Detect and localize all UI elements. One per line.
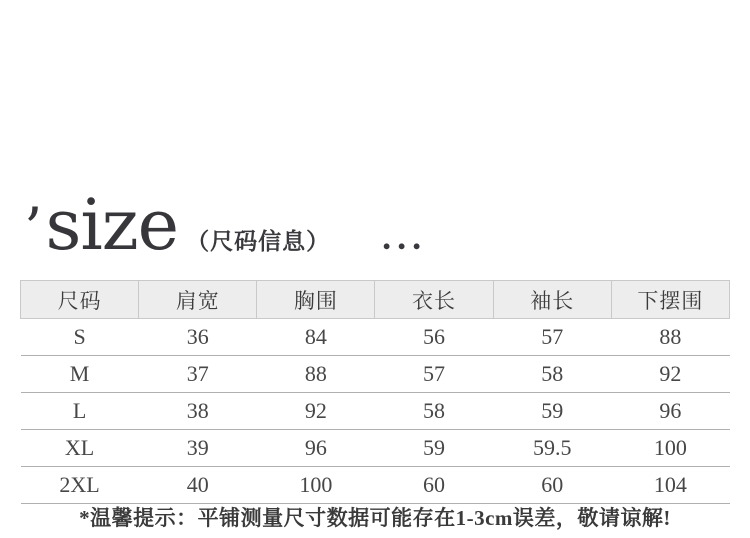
measurement-cell: 92	[257, 393, 375, 430]
measurement-cell: 59	[493, 393, 611, 430]
measurement-cell: 59	[375, 430, 493, 467]
column-header: 袖长	[493, 281, 611, 319]
column-header: 下摆围	[611, 281, 729, 319]
measurement-cell: 88	[257, 356, 375, 393]
size-label-cell: XL	[21, 430, 139, 467]
measurement-cell: 56	[375, 319, 493, 356]
measurement-cell: 100	[611, 430, 729, 467]
measurement-cell: 92	[611, 356, 729, 393]
size-table-header	[21, 281, 730, 319]
measurement-cell: 40	[139, 467, 257, 504]
measurement-cell: 96	[257, 430, 375, 467]
footer-note: *温馨提示：平铺测量尺寸数据可能存在1-3cm误差，敬请谅解!	[79, 506, 671, 530]
table-row	[21, 430, 730, 467]
measurement-cell: 60	[493, 467, 611, 504]
table-row	[21, 393, 730, 430]
size-table	[20, 280, 730, 504]
measurement-cell: 59.5	[493, 430, 611, 467]
measurement-cell: 57	[375, 356, 493, 393]
page-subtitle: （尺码信息）	[186, 229, 331, 254]
measurement-cell: 57	[493, 319, 611, 356]
measurement-cell: 38	[139, 393, 257, 430]
measurement-cell: 36	[139, 319, 257, 356]
column-header: 肩宽	[139, 281, 257, 319]
measurement-cell: 58	[493, 356, 611, 393]
size-label-cell: 2XL	[21, 467, 139, 504]
size-label-cell: L	[21, 393, 139, 430]
column-header: 胸围	[257, 281, 375, 319]
measurement-cell: 37	[139, 356, 257, 393]
column-header: 尺码	[21, 281, 139, 319]
size-table-body	[21, 319, 730, 504]
title-accent-mark: ’	[24, 195, 43, 263]
page-title: size	[45, 184, 179, 266]
measurement-cell: 84	[257, 319, 375, 356]
table-row	[21, 467, 730, 504]
measurement-cell: 96	[611, 393, 729, 430]
section-title	[24, 184, 428, 266]
table-row	[21, 319, 730, 356]
size-label-cell: M	[21, 356, 139, 393]
measurement-cell: 60	[375, 467, 493, 504]
measurement-cell: 39	[139, 430, 257, 467]
measurement-cell: 104	[611, 467, 729, 504]
table-row	[21, 356, 730, 393]
table-header-row	[21, 281, 730, 319]
ellipsis-decoration: ...	[382, 217, 428, 257]
size-label-cell: S	[21, 319, 139, 356]
measurement-cell: 100	[257, 467, 375, 504]
measurement-cell: 58	[375, 393, 493, 430]
measurement-cell: 88	[611, 319, 729, 356]
column-header: 衣长	[375, 281, 493, 319]
